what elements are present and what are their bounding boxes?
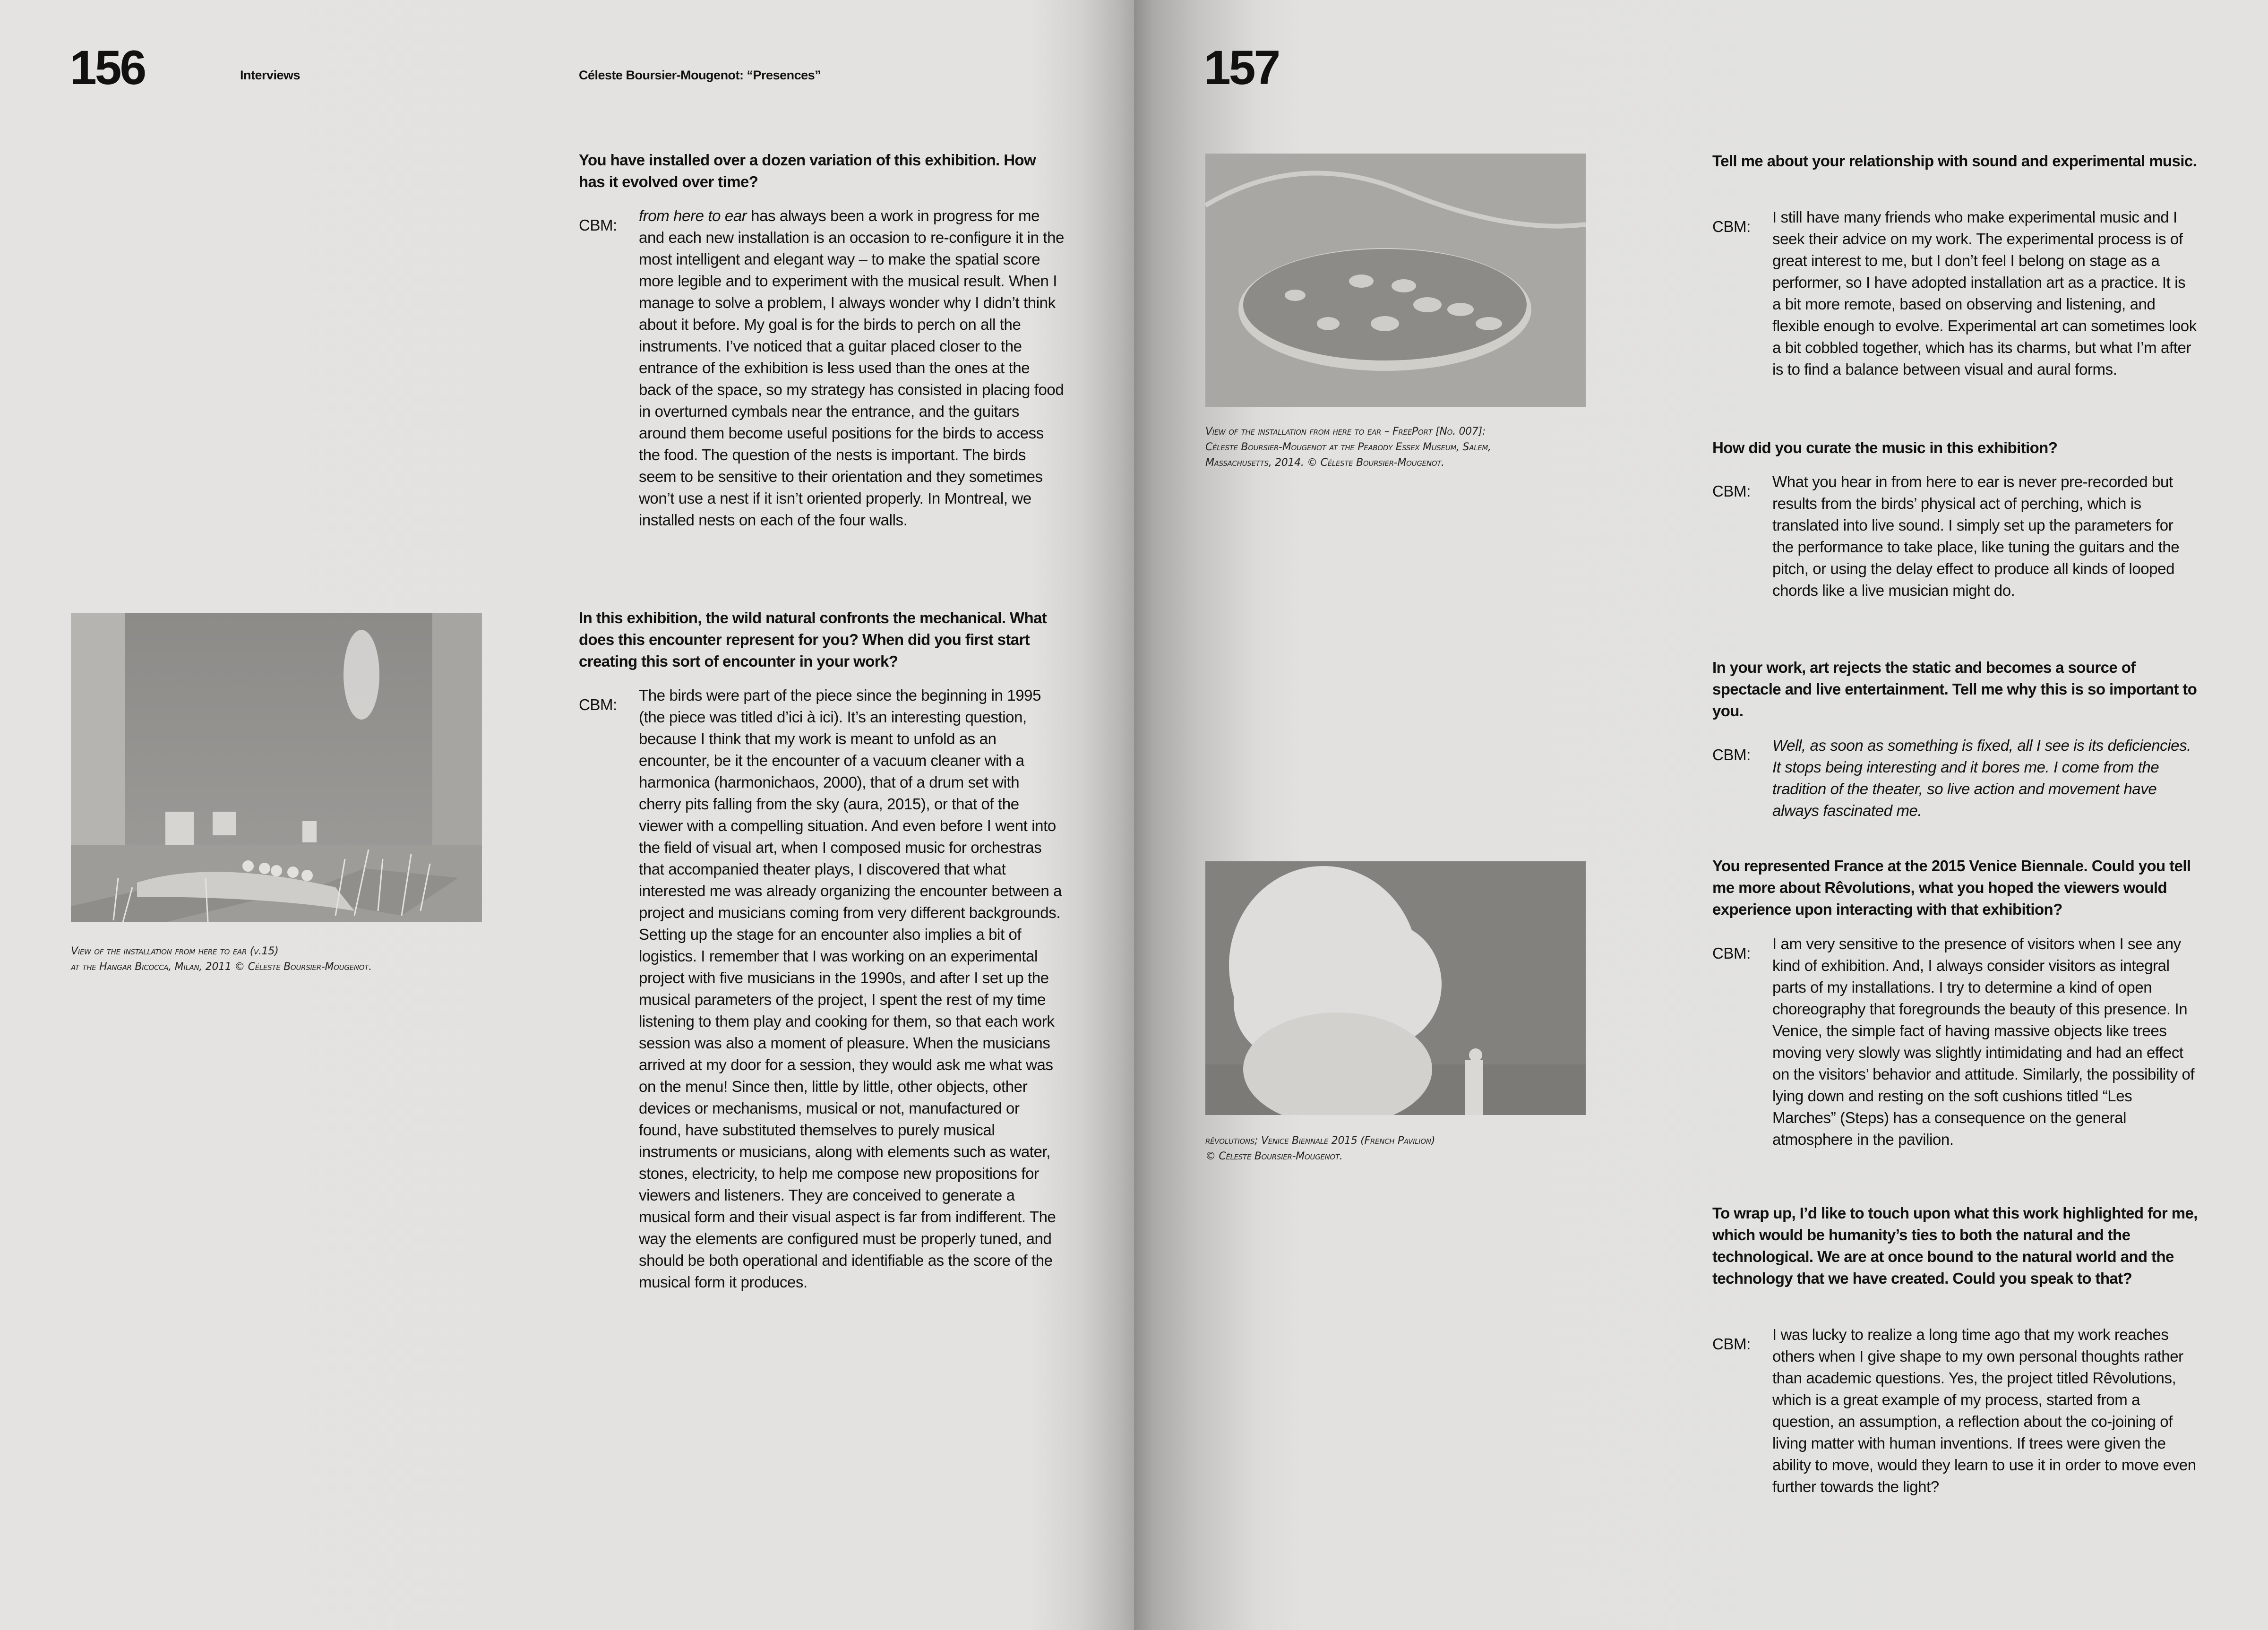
answer-text: The birds were part of the piece since the beginning in 1995 (the piece was titled d’ici à ici). It’s an interesting question, because I think that my work is meant to unfold as an encounter, be it the encounter of a vacuum cleaner with a harmonica (harmonichaos, 2000), that of a drum set with cherry pits falling from the sky (aura, 2015), or that of the viewer with a compelling situation. And even before I went into the field of visual art, when I composed music for orchestras that accompanied theater plays, I discovered that what interested me was already organizing the encounter between a project and musicians coming from very different backgrounds. Setting up the stage for an encounter also implies a bit of logistics. I remember that I was working on an experimental project with five musicians in the 1990s, and after I set up the musical parameters of the project, I spent the rest of my time listening to them play and cooking for them, so that each work session was also a moment of pleasure. When the musicians arrived at my door for a session, they would ask me what was on the menu! Since then, little by little, other objects, other devices or mechanisms, musical or not, manufactured or found, have substituted themselves to purely musical instruments or musicians, along with elements such as water, stones, electricity, to help me compose new propositions for viewers and listeners. They are conceived to generate a musical form and their visual aspect is far from indifferent. The way the elements are configured must be properly tuned, and should be both operational and identifiable as the score of the musical form it produces.: [639, 686, 1062, 1291]
speaker-label: CBM:: [1712, 482, 1751, 500]
question: How did you curate the music in this exhibition?: [1712, 439, 2058, 456]
speaker-label: CBM:: [579, 696, 617, 713]
speaker-label: CBM:: [1712, 1335, 1751, 1353]
answer-text: I was lucky to realize a long time ago that my work reaches others when I give shape to my own personal thoughts rather than academic questions. Yes, the project titled Rêvolutions, which is a great example of my process, started from a question, an assumption, a reflection about the co-joining of living matter with human inventions. If trees were given the ability to move, would they learn to use it in order to move even further towards the light?: [1772, 1326, 2196, 1495]
caption-line: rêvolutions; Venice Biennale 2015 (French Pavilion): [1205, 1135, 1435, 1147]
page-number-right: 157: [1204, 41, 1279, 94]
right-page: [1134, 0, 2268, 1630]
answer-text: [639, 205, 1064, 531]
figure-caption: [1205, 1133, 1435, 1164]
question: In your work, art rejects the static and becomes a source of spectacle and live entertainment. Tell me why this is so important to you.: [1712, 659, 2197, 720]
speaker-label: CBM:: [1712, 944, 1751, 962]
figure-caption: [1205, 424, 1491, 471]
speaker-label: CBM:: [1712, 746, 1751, 764]
caption-line: © Céleste Boursier-Mougenot.: [1205, 1150, 1343, 1162]
question: To wrap up, I’d like to touch upon what this work highlighted for me, which would be humanity’s ties to both the natural and the technological. We are at once bound to the natural world and the technology that we have created. Could you speak to that?: [1712, 1204, 2198, 1287]
answer-text: Well, as soon as something is fixed, all I see is its deficiencies. It stops being interesting and it bores me. I come from the tradition of the theater, so live action and movement have always fascinated me.: [1772, 737, 2191, 819]
installation-photo-revolutions-tree: [1205, 861, 1586, 1115]
figure-caption: [71, 944, 372, 975]
caption-line: View of the installation from here to ear – FreePort [No. 007]:: [1205, 426, 1486, 438]
answer-text: I still have many friends who make experimental music and I seek their advice on my work. The experimental process is of great interest to me, but I don’t feel I belong on stage as a performer, so I have adopted installation art as a practice. It is a bit more remote, based on observing and listening, and flexible enough to evolve. Experimental art can sometimes look a bit cobbled together, which has its charms, but what I’m after is to find a balance between visual and aural forms.: [1772, 208, 2197, 378]
caption-line: Céleste Boursier-Mougenot at the Peabody Essex Museum, Salem,: [1205, 441, 1491, 453]
section-header: Interviews: [240, 68, 301, 82]
caption-line: at the Hangar Bicocca, Milan, 2011 © Céleste Boursier-Mougenot.: [71, 961, 372, 973]
question: In this exhibition, the wild natural confronts the mechanical. What does this encounter represent for you? When did you first start creating this sort of encounter in your work?: [579, 609, 1047, 670]
speaker-label: CBM:: [1712, 218, 1751, 235]
work-title: from here to ear: [639, 207, 747, 224]
speaker-label: CBM:: [579, 216, 617, 234]
installation-photo-peabody-cymbal: [1205, 154, 1586, 407]
question: You represented France at the 2015 Venice Biennale. Could you tell me more about Rêvolutions, what you hoped the viewers would experience upon interacting with that exhibition?: [1712, 857, 2191, 918]
question: Tell me about your relationship with sound and experimental music.: [1712, 152, 2197, 170]
question: You have installed over a dozen variation of this exhibition. How has it evolved over time?: [579, 151, 1036, 190]
running-title: Céleste Boursier-Mougenot: “Presences”: [579, 68, 821, 82]
page-number-left: 156: [70, 41, 145, 94]
answer-text: What you hear in from here to ear is never pre-recorded but results from the birds’ physical act of perching, which is translated into live sound. I simply set up the parameters for the performance to take place, like tuning the guitars and the pitch, or using the delay effect to produce all kinds of looped chords like a live musician might do.: [1772, 473, 2180, 599]
caption-line: View of the installation from here to ear (v.15): [71, 945, 279, 957]
installation-photo-hangar-bicocca: [71, 613, 482, 922]
caption-line: Massachusetts, 2014. © Céleste Boursier-Mougenot.: [1205, 457, 1444, 469]
answer-body: has always been a work in progress for me and each new installation is an occasion to re-configure it in the most intelligent and elegant way – to make the spatial score more legible and to experiment with the musical result. When I manage to solve a problem, I always wonder why I didn’t think about it before. My goal is for the birds to perch on all the instruments. I’ve noticed that a guitar placed closer to the entrance of the exhibition is less used than the ones at the back of the space, so my strategy has consisted in placing food in overturned cymbals near the entrance, and the guitars around them become useful positions for the birds to access the food. The question of the nests is important. The birds seem to be sensitive to their orientation and they sometimes won’t use a nest if it isn’t oriented properly. In Montreal, we installed nests on each of the four walls.: [639, 207, 1064, 529]
answer-text: I am very sensitive to the presence of visitors when I see any kind of exhibition. And, I always consider visitors as integral parts of my installations. I try to determine a kind of open choreography that foregrounds the beauty of this presence. In Venice, the simple fact of having massive objects like trees moving very slowly was slightly intimidating and had an effect on the visitors’ behavior and attitude. Similarly, the possibility of lying down and resting on the soft cushions titled “Les Marches” (Steps) has a consequence on the general atmosphere in the pavilion.: [1772, 935, 2195, 1148]
